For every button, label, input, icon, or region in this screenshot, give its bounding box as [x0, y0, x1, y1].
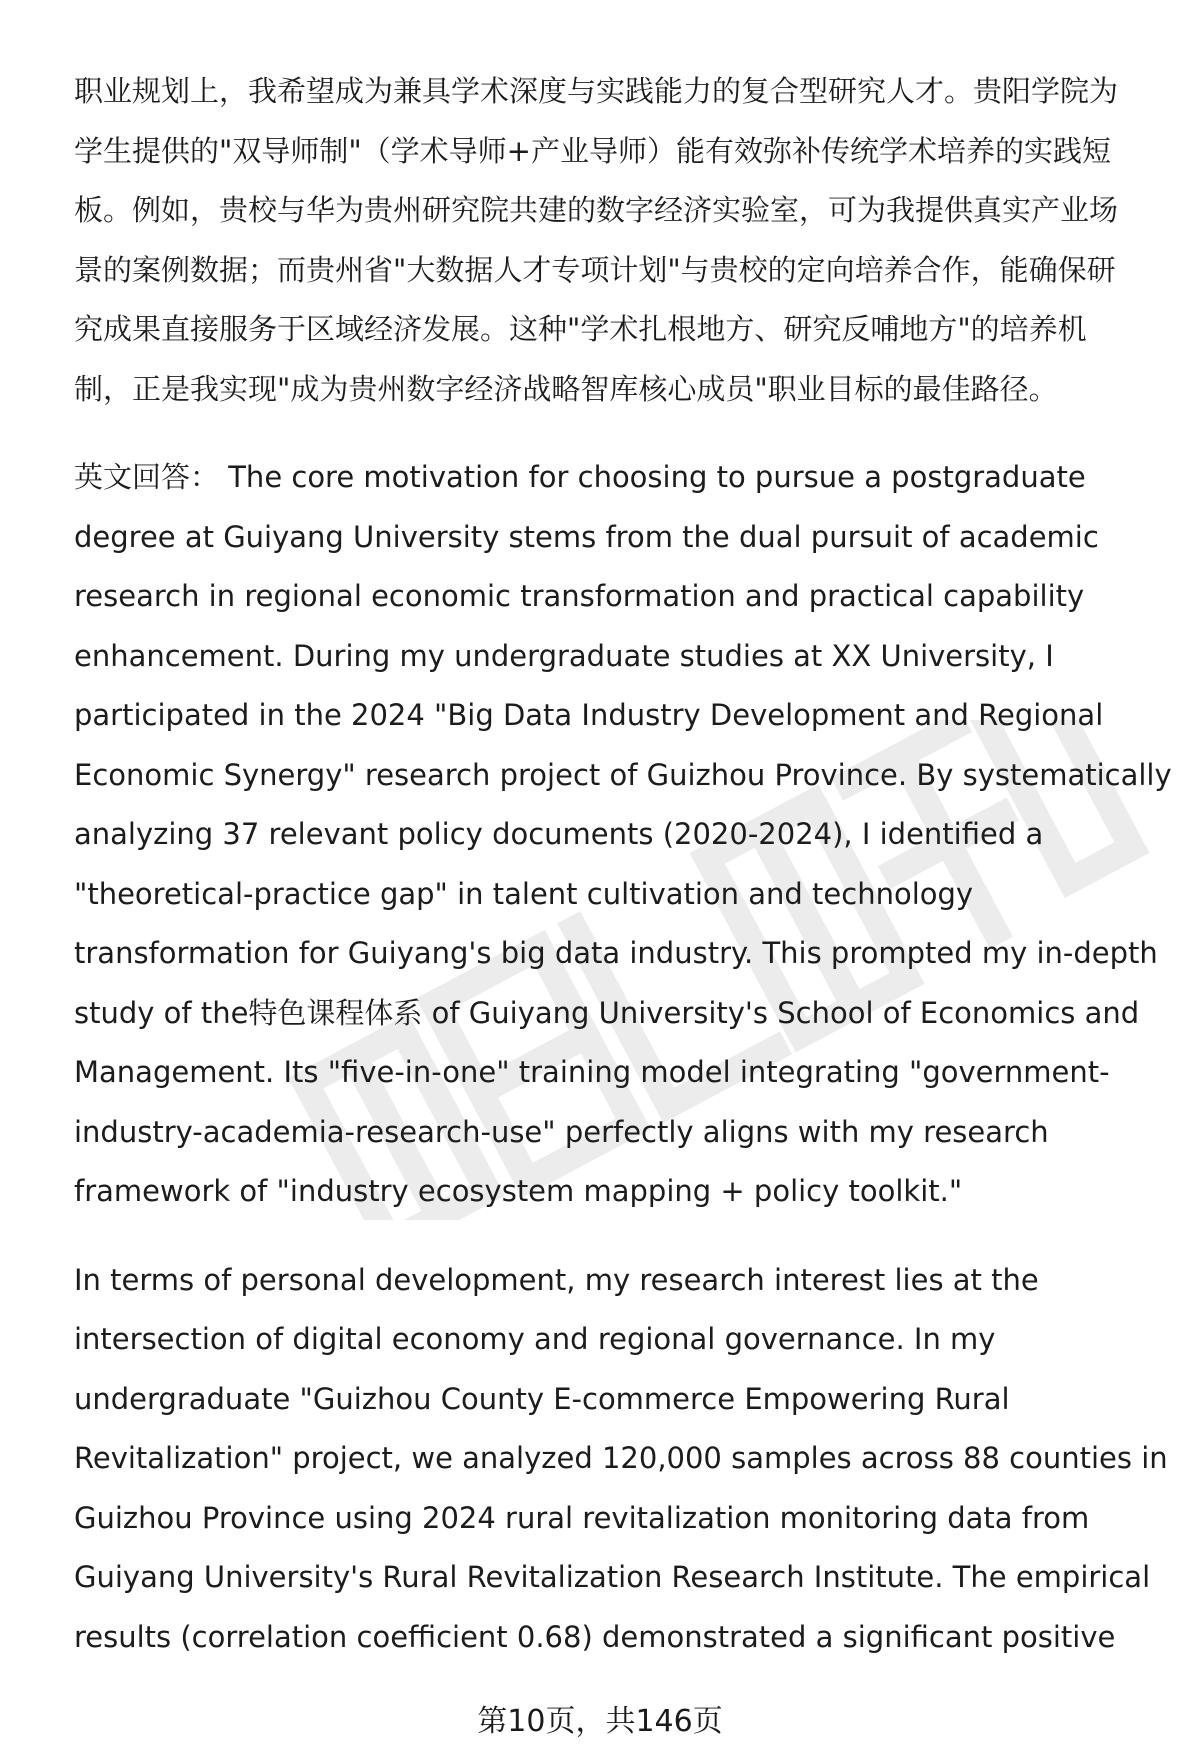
text-line: study of the特色课程体系 of Guiyang University's School of Economics and [74, 995, 1140, 1030]
paragraph-career-plan [74, 62, 1154, 419]
text-line: "theoretical-practice gap" in talent cultivation and technology [74, 876, 974, 911]
text-line: participated in the 2024 "Big Data Industry Development and Regional [74, 698, 1104, 732]
text-line: results (correlation coefficient 0.68) demonstrated a significant positive [74, 1619, 1116, 1654]
text-line: Guiyang University's Rural Revitalization Research Institute. The empirical [74, 1560, 1151, 1594]
text-line: 板。例如，贵校与华为贵州研究院共建的数字经济实验室，可为我提供真实产业场 [74, 193, 1119, 227]
document-body [74, 62, 1172, 1667]
text-line: 职业规划上，我希望成为兼具学术深度与实践能力的复合型研究人才。贵阳学院为 [74, 74, 1119, 108]
text-line: degree at Guiyang University stems from the dual pursuit of academic [74, 519, 1099, 554]
page-number: 第10页，共146页 [477, 1704, 723, 1739]
paragraph-english-answer [74, 448, 1172, 1222]
text-line: Revitalization" project, we analyzed 120,000 samples across 88 counties in [74, 1441, 1168, 1475]
text-line: 究成果直接服务于区域经济发展。这种"学术扎根地方、研究反哺地方"的培养机 [74, 312, 1087, 346]
text-line: Economic Synergy" research project of Guizhou Province. By systematically [74, 757, 1172, 792]
text-line: analyzing 37 relevant policy documents (2020-2024), I identified a [74, 817, 1044, 851]
text-line: research in regional economic transformation and practical capability [74, 579, 1085, 613]
text-line: In terms of personal development, my research interest lies at the [74, 1262, 1039, 1297]
text-line: 制，正是我实现"成为贵州数字经济战略智库核心成员"职业目标的最佳路径。 [74, 371, 1058, 406]
paragraph-personal-development [74, 1251, 1168, 1668]
text-line: undergraduate "Guizhou County E-commerce Empowering Rural [74, 1381, 1010, 1416]
text-line: Guizhou Province using 2024 rural revitalization monitoring data from [74, 1500, 1090, 1535]
text-line: framework of "industry ecosystem mapping + policy toolkit." [74, 1174, 963, 1208]
text-line: 英文回答： The core motivation for choosing to pursue a postgraduate [74, 460, 1086, 494]
text-line: intersection of digital economy and regional governance. In my [74, 1322, 996, 1356]
text-line: industry-academia-research-use" perfectly aligns with my research [74, 1114, 1049, 1149]
text-line: 学生提供的"双导师制"（学术导师+产业导师）能有效弥补传统学术培养的实践短 [74, 133, 1111, 168]
text-line: transformation for Guiyang's big data industry. This prompted my in-depth [74, 936, 1158, 970]
text-line: Management. Its "five-in-one" training model integrating "government- [74, 1055, 1110, 1089]
text-line: enhancement. During my undergraduate studies at XX University, I [74, 638, 1054, 673]
text-line: 景的案例数据；而贵州省"大数据人才专项计划"与贵校的定向培养合作，能确保研 [74, 252, 1116, 287]
